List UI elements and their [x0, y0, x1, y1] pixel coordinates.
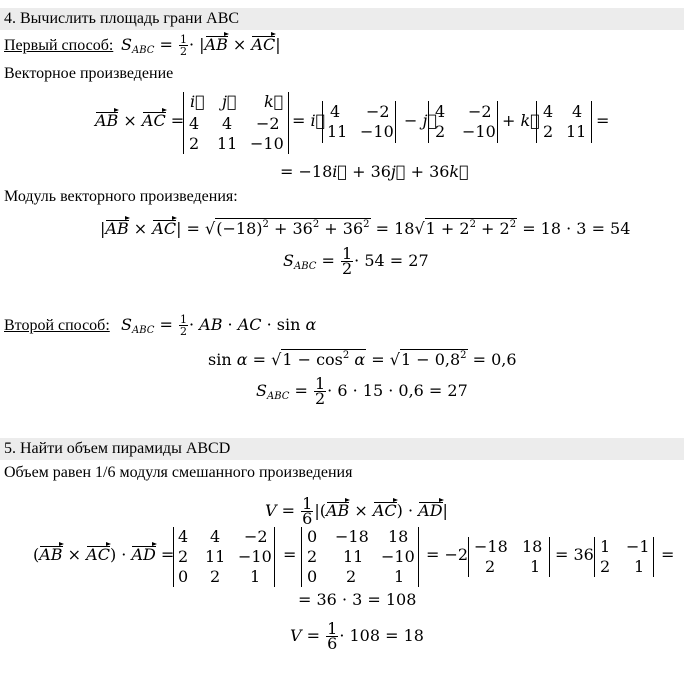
- det-cell: 2: [189, 134, 200, 153]
- det-cell: 1: [600, 537, 611, 556]
- expansion-j: − j⃗: [404, 111, 438, 130]
- det-cell: 11: [205, 547, 226, 566]
- det-cell: 1: [394, 567, 405, 586]
- det-j: j⃗: [222, 92, 237, 111]
- equals-sign: =: [283, 545, 297, 564]
- volume-formula: V = $\frac{1}{6}$ |(AB × AC) · AD|: [265, 494, 448, 528]
- det-cell: −1: [626, 537, 650, 556]
- area-formula-2: $S_{ABC}$ = $\frac{1}{2}$ · AB · AC · sin α: [121, 313, 317, 338]
- det-cell: −10: [381, 547, 415, 566]
- area-result-2: $S_{ABC}$ = $\frac{1}{2}$ · 6 · 15 · 0,6 = 27: [256, 374, 468, 408]
- minor-cell: 11: [566, 122, 587, 141]
- det-cell: −18: [335, 527, 369, 546]
- expansion-i: = i⃗: [292, 111, 326, 130]
- mixed-product-lhs: (AB × AC) · AD =: [33, 545, 175, 564]
- area-result-1: $S_{ABC}$ = $\frac{1}{2}$ · 54 = 27: [283, 244, 429, 278]
- equals-sign: =: [661, 545, 675, 564]
- minor-cell: 11: [327, 122, 348, 141]
- mixed-mid-1: = −2: [426, 545, 469, 564]
- det-cell: 2: [600, 557, 611, 576]
- det-cell: 4: [178, 527, 189, 546]
- minor-cell: −10: [462, 122, 496, 141]
- modulus-label: Модуль векторного произведения:: [4, 188, 238, 205]
- det-cell: 11: [217, 134, 238, 153]
- det-cell: 18: [522, 537, 543, 556]
- det-cell: 4: [210, 527, 221, 546]
- det-cell: 4: [222, 114, 233, 133]
- minor-cell: 4: [543, 102, 554, 121]
- minor-cell: 4: [330, 102, 341, 121]
- det-cell: 2: [346, 567, 357, 586]
- minor-cell: 2: [543, 122, 554, 141]
- det-cell: 18: [388, 527, 409, 546]
- det-cell: −2: [244, 527, 268, 546]
- cross-product-lhs: AB × AC =: [95, 111, 185, 130]
- minor-cell: −10: [360, 122, 394, 141]
- vector-product-label: Векторное произведение: [4, 65, 174, 82]
- det-k: k⃗: [264, 92, 284, 111]
- section-4-heading: 4. Вычислить площадь грани ABC: [4, 10, 240, 27]
- det-cell: 2: [307, 547, 318, 566]
- sin-expression: $\sin \alpha = √1 - \cos^2 \alpha = √1 - 0,8^2 = 0,6$: [208, 350, 517, 369]
- volume-intro: Объем равен 1/6 модуля смешанного произведения: [4, 464, 353, 481]
- cross-result: = −18i⃗ + 36j⃗ + 36k⃗: [280, 162, 469, 181]
- equals-sign: =: [596, 111, 610, 130]
- minor-cell: 4: [572, 102, 583, 121]
- section-5-heading: 5. Найти объем пирамиды ABCD: [4, 440, 231, 457]
- det-cell: 1: [530, 557, 541, 576]
- minor-cell: −2: [366, 102, 390, 121]
- mixed-mid-2: = 36: [555, 545, 594, 564]
- det-cell: −10: [238, 547, 272, 566]
- expansion-k: + k⃗: [502, 111, 540, 130]
- det-cell: 0: [307, 527, 318, 546]
- det-i: i⃗: [190, 92, 205, 111]
- mixed-result: = 36 · 3 = 108: [298, 590, 417, 609]
- minor-cell: 4: [435, 102, 446, 121]
- minor-cell: 2: [435, 122, 446, 141]
- det-cell: 2: [178, 547, 189, 566]
- det-cell: 11: [343, 547, 364, 566]
- det-cell: 0: [178, 567, 189, 586]
- det-cell: 2: [210, 567, 221, 586]
- minor-cell: −2: [468, 102, 492, 121]
- det-cell: 0: [307, 567, 318, 586]
- method-2-label: Второй способ:: [4, 317, 110, 334]
- method-1-label: Первый способ:: [4, 37, 114, 54]
- det-cell: 2: [485, 557, 496, 576]
- det-cell: 4: [189, 114, 200, 133]
- det-cell: 1: [250, 567, 261, 586]
- det-cell: 1: [634, 557, 645, 576]
- det-cell: −18: [474, 537, 508, 556]
- modulus-expression: $|AB \times AC| = √(-18)^2 + 36^2 + 36^2 = 18√1 + 2^2 + 2^2 = 18 \cdot 3 = 54$: [100, 219, 631, 238]
- det-cell: −10: [250, 134, 284, 153]
- volume-result: V = $\frac{1}{6}$ · 108 = 18: [290, 619, 424, 653]
- det-cell: −2: [256, 114, 280, 133]
- area-formula-1: $S_{ABC}$ = $\frac{1}{2}$ · |AB × AC|: [121, 33, 281, 58]
